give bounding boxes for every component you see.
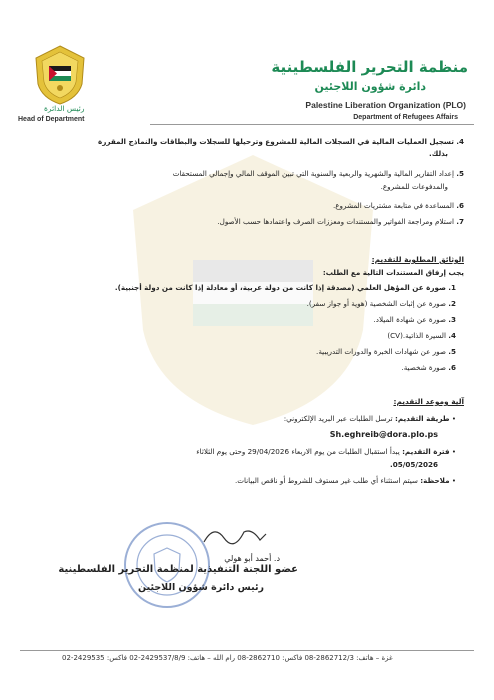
task-item-7: 7. استلام ومراجعة الفواتير والمستندات ومعززات الصرف واعتمادها حسب الأصول. — [217, 217, 464, 226]
document-item-5: 5. صور عن شهادات الخبرة والدورات التدريبية. — [316, 347, 456, 356]
document-item-1: 1. صورة عن المؤهل العلمي (مصدقة إذا كانت من دولة عربية، أو معادلة إذا كانت من دولة أجنبية). — [114, 283, 456, 292]
department-name-en: Department of Refugees Affairs — [353, 114, 458, 121]
apply-note: • ملاحظة: سيتم استثناء أي طلب غير مستوف للشروط أو ناقص البيانات. — [234, 476, 456, 485]
department-name-ar: دائرة شؤون اللاجئين — [314, 80, 426, 93]
documents-title: الوثائق المطلوبة للتقديم: — [371, 255, 464, 264]
head-of-department-en: Head of Department — [18, 116, 85, 123]
signatory-title-2: رئيس دائرة شؤون اللاجئين — [138, 582, 264, 593]
handwritten-signature-icon — [200, 520, 270, 550]
footer-contact: غزة – هاتف: 2862712/3-08 فاكس: 2862710-08 رام الله – هاتف: 2429537/8/9-02 فاكس: 2429535-02 — [62, 654, 393, 662]
organization-name-en: Palestine Liberation Organization (PLO) — [305, 100, 466, 110]
apply-period-end: 05/05/2026. — [390, 460, 438, 469]
bullet-icon: • — [451, 477, 456, 485]
task-item-4: 4. تسجيل العمليات المالية في السجلات المالية للمشروع وترحيلها للسجلات والبطاقات والنماذج المقررة — [98, 137, 464, 146]
apply-title: آلية وموعد التقديم: — [393, 397, 464, 406]
bullet-icon: • — [451, 448, 456, 456]
signatory-title-1: عضو اللجنة التنفيذية لمنظمة التحرير الفلسطينية — [58, 564, 298, 575]
task-item-5-cont: والمدفوعات للمشروع. — [380, 182, 448, 191]
apply-method: • طريقة التقديم: ترسل الطلبات عبر البريد الإلكتروني: — [283, 414, 456, 423]
bullet-icon: • — [451, 415, 456, 423]
task-item-6: 6. المساعدة في متابعة مشتريات المشروع. — [332, 201, 464, 210]
documents-intro: يجب إرفاق المستندات التالية مع الطلب: — [322, 268, 464, 277]
document-item-4: 4. السيرة الذاتية.(CV) — [387, 331, 456, 340]
document-item-6: 6. صورة شخصية. — [401, 363, 456, 372]
document-item-3: 3. صورة عن شهادة الميلاد. — [373, 315, 456, 324]
apply-period: • فترة التقديم: يبدأ استقبال الطلبات من يوم الاربعاء 29/04/2026 وحتى يوم الثلاثاء — [196, 447, 456, 456]
head-of-department-ar: رئيس الدائرة — [44, 104, 85, 113]
signatory-name: د. أحمد أبو هولي — [224, 554, 280, 563]
task-item-4-cont: بذلك. — [429, 149, 448, 158]
footer-divider — [20, 650, 474, 651]
header-divider — [150, 124, 474, 125]
task-item-5: 5. إعداد التقارير المالية والشهرية والربعية والسنوية التي تبين الموقف المالي وإجمالي المستحقات — [172, 169, 464, 178]
plo-emblem-icon — [32, 44, 88, 106]
organization-name-ar: منظمة التحرير الفلسطينية — [271, 58, 468, 76]
apply-email-link[interactable]: Sh.eghreib@dora.plo.ps — [329, 430, 438, 439]
document-item-2: 2. صورة عن إثبات الشخصية (هوية أو جواز سفر). — [306, 299, 456, 308]
